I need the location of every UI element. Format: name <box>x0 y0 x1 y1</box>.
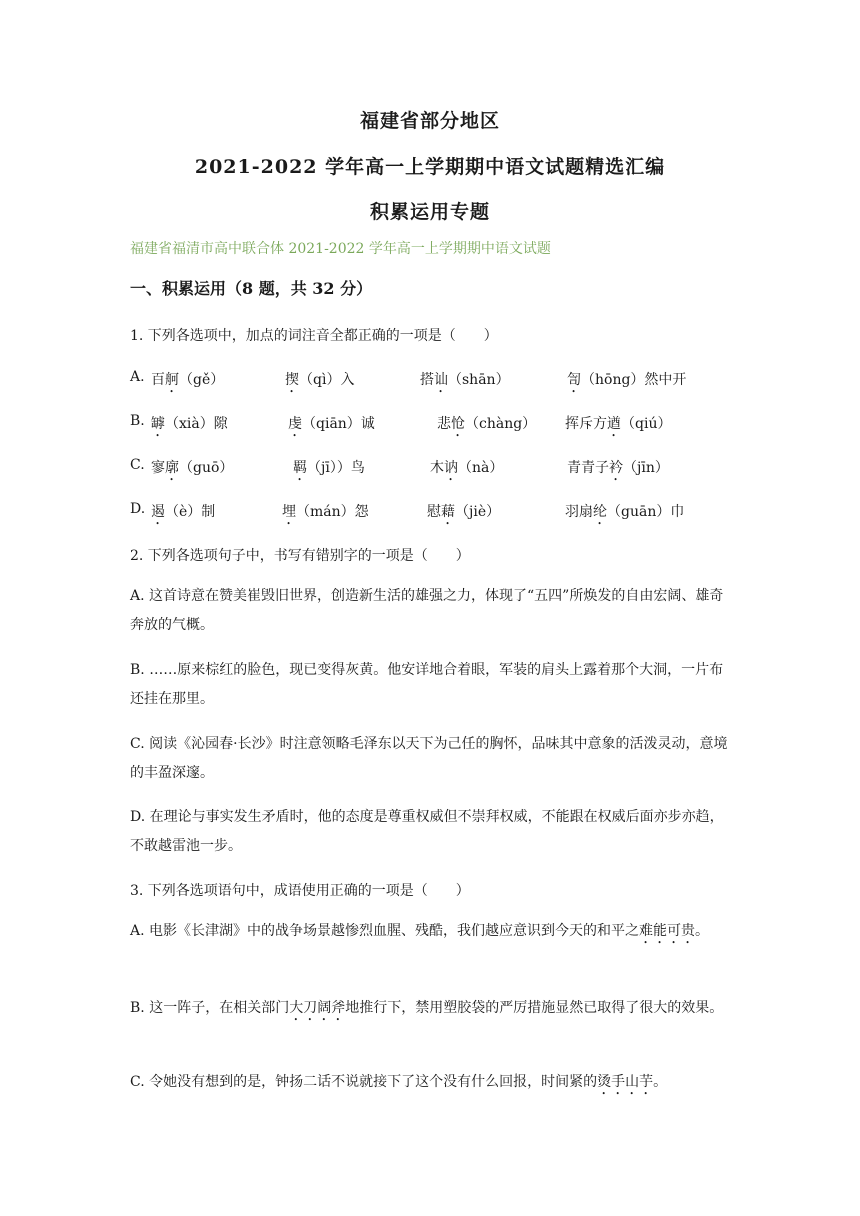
question-3-stem: 3. 下列各选项语句中，成语使用正确的一项是（ ） <box>130 883 470 899</box>
option-item: 埋（mán）怨 <box>282 504 369 520</box>
option-letter: C. <box>130 457 145 473</box>
option-item: 木讷（nà） <box>430 460 504 476</box>
option-letter: B. <box>130 413 145 429</box>
option-letter: A. <box>130 369 145 385</box>
option-item: 搭讪（shān） <box>420 372 510 388</box>
option-item: 羁（jī））鸟 <box>293 460 365 476</box>
source-line: 福建省福清市高中联合体 2021-2022 学年高一上学期期中语文试题 <box>130 241 551 257</box>
q2-option-a: A. 这首诗意在赞美崔毁旧世界，创造新生活的雄强之力，体现了“五四”所焕发的自由宏阔、雄奇奔放的气概。 <box>130 588 724 633</box>
question-1-stem: 1. 下列各选项中，加点的词注音全都正确的一项是（ ） <box>130 328 498 344</box>
q2-option-b: B. ……原来棕红的脸色，现已变得灰黄。他安详地合着眼，军装的肩头上露着那个大洞，一片布还挂在那里。 <box>130 662 724 707</box>
option-item: 挥斥方遒（qiú） <box>565 416 672 432</box>
option-item: 寥廓（guō） <box>151 460 234 476</box>
q3-option-c: C. 令她没有想到的是，钟扬二话不说就接下了这个没有什么回报，时间紧的烫手山芋。 <box>130 1074 668 1090</box>
q3-option-b: B. 这一阵子，在相关部门大刀阔斧地推行下，禁用塑胶袋的严厉措施显然已取得了很大的效果。 <box>130 1000 724 1016</box>
option-item: 悲怆（chàng） <box>437 416 537 432</box>
option-item: 訇（hōng）然中开 <box>567 372 687 388</box>
q1-option-b <box>130 413 750 435</box>
title-region: 福建省部分地区 <box>359 110 500 132</box>
question-2-stem: 2. 下列各选项句子中，书写有错别字的一项是（ ） <box>130 548 470 564</box>
option-item: 罅（xià）隙 <box>151 416 228 432</box>
q2-option-c: C. 阅读《沁园春·长沙》时注意领略毛泽东以天下为己任的胸怀，品味其中意象的活泼灵动，意境的丰盈深邃。 <box>130 736 728 781</box>
title-topic: 积累运用专题 <box>369 201 490 223</box>
q3-option-a: A. 电影《长津湖》中的战争场景越惨烈血腥、残酷，我们越应意识到今天的和平之难能可贵。 <box>130 923 710 939</box>
section-heading: 一、积累运用（8 题，共 32 分） <box>130 279 373 298</box>
q1-option-d <box>130 501 750 523</box>
option-item: 羽扇纶（guān）巾 <box>565 504 685 520</box>
q2-option-d: D. 在理论与事实发生矛盾时，他的态度是尊重权威但不崇拜权威，不能跟在权威后面亦步亦趋，不敢越雷池一步。 <box>130 809 724 854</box>
q1-option-c <box>130 457 750 479</box>
option-item: 青青子衿（jīn） <box>567 460 669 476</box>
title-exam: 2021-2022 学年高一上学期期中语文试题精选汇编 <box>194 156 666 178</box>
option-item: 虔（qiān）诚 <box>288 416 375 432</box>
option-item: 遏（è）制 <box>151 504 216 520</box>
q1-option-a <box>130 369 750 391</box>
option-item: 揳（qì）入 <box>285 372 355 388</box>
option-letter: D. <box>130 501 146 517</box>
option-item: 慰藉（jiè） <box>427 504 501 520</box>
option-item: 百舸（gě） <box>151 372 225 388</box>
